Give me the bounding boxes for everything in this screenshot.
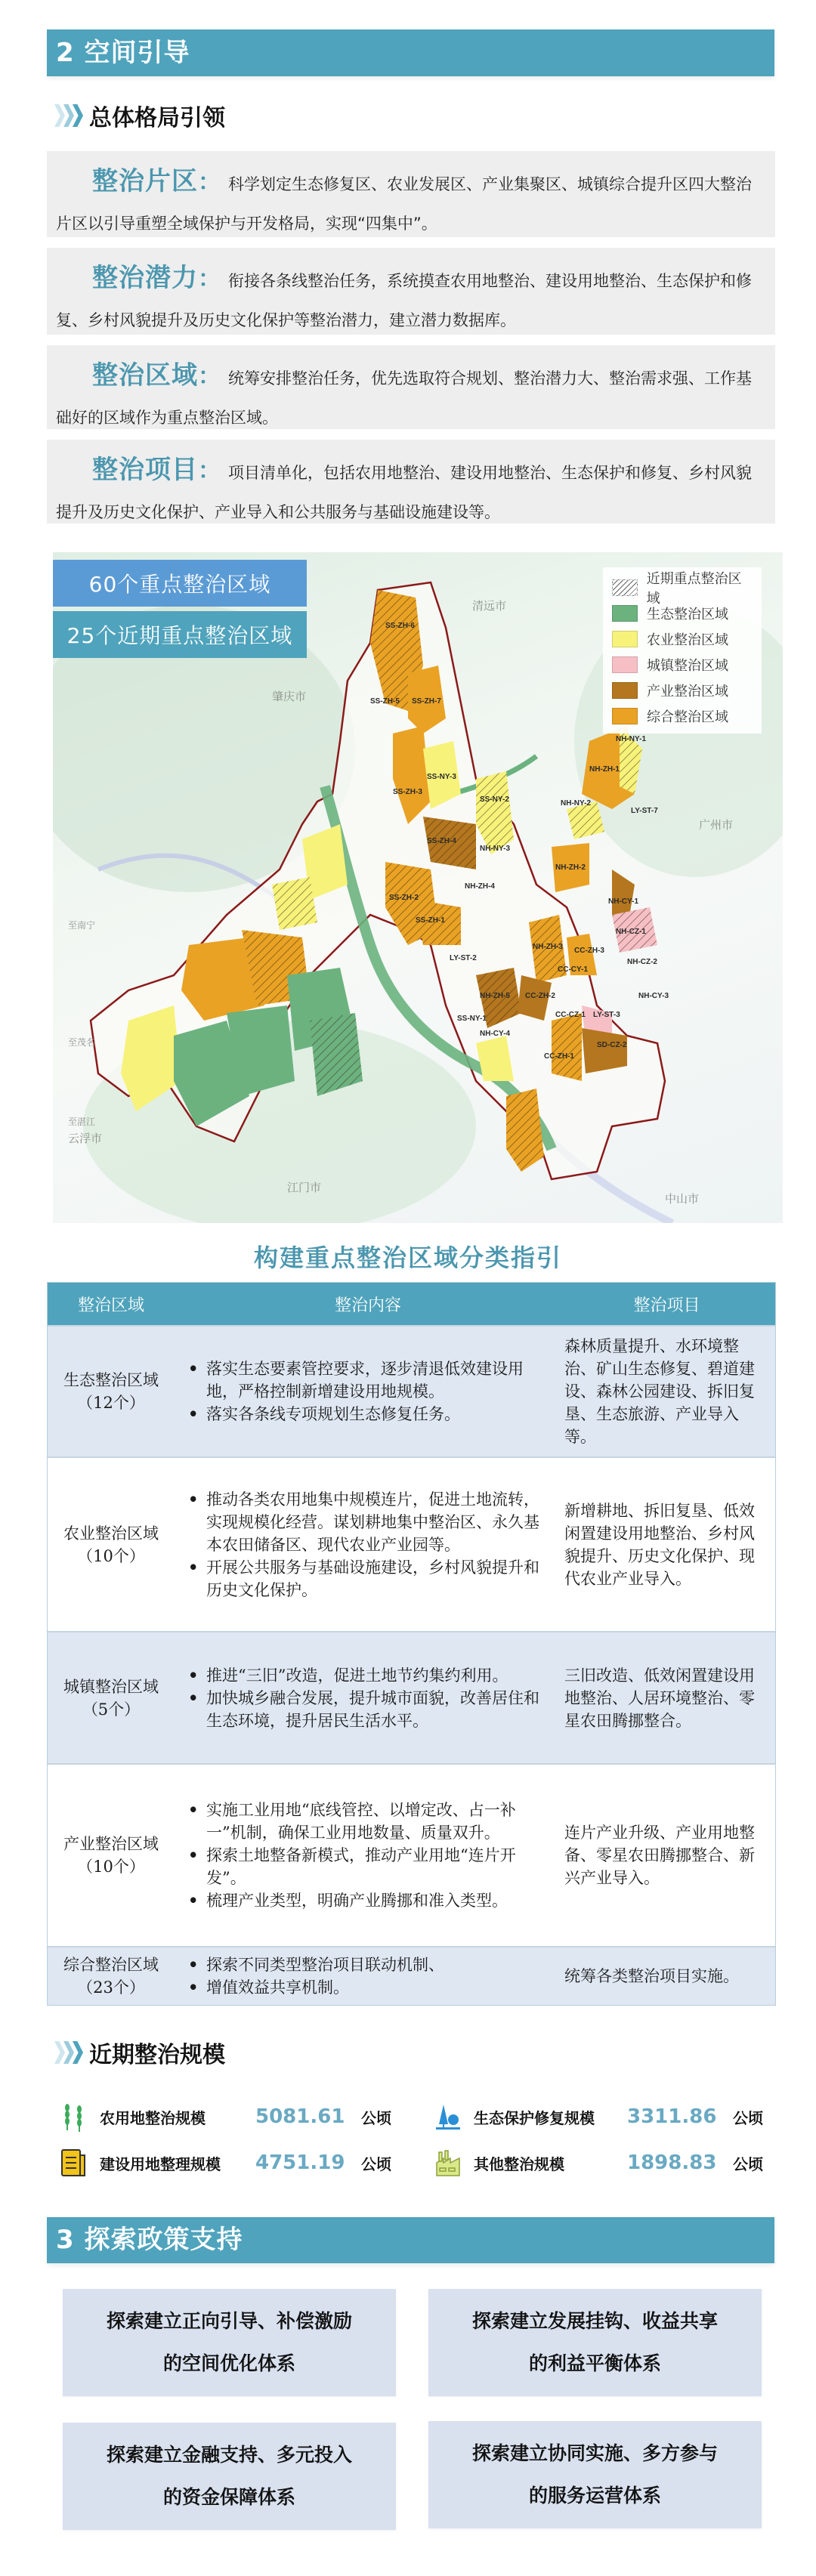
section-banner-spatial-guidance: 2 空间引导 <box>47 29 774 76</box>
city-label: 江门市 <box>287 1181 322 1194</box>
urban-swatch-icon <box>612 656 638 673</box>
card-text: 科学划定生态修复区、农业发展区、产业集聚区、城镇综合提升区四大整治片区以引导重塑全域保护与开发格局，实现“四集中”。 <box>56 175 752 233</box>
policy-line: 的资金保障体系 <box>162 2486 295 2508</box>
city-label: 清远市 <box>472 599 507 613</box>
svg-text:NH-NY-3: NH-NY-3 <box>480 845 511 853</box>
card-key: 整治片区 <box>92 166 198 196</box>
card-colon: ： <box>198 266 221 292</box>
zone-cell <box>48 1458 175 1631</box>
svg-text:NH-CZ-2: NH-CZ-2 <box>627 958 657 966</box>
content-bullet: • 推进“三旧”改造，促进土地节约集约利用。 <box>184 1664 552 1687</box>
svg-text:SS-ZH-2: SS-ZH-2 <box>389 894 419 902</box>
svg-text:NH-ZH-3: NH-ZH-3 <box>533 943 563 951</box>
legend-label: 近期重点整治区域 <box>646 571 742 607</box>
bullet-text: 探索土地整备新模式，推动产业用地“连片开发”。 <box>206 1846 516 1887</box>
svg-text:LY-ST-2: LY-ST-2 <box>450 954 477 962</box>
chevron-right-icon <box>54 2041 82 2064</box>
legend-item <box>612 626 754 652</box>
zone-name: 生态整治区域 <box>63 1371 159 1389</box>
content-bullet: • 探索土地整备新模式，推动产业用地“连片开发”。 <box>184 1844 552 1889</box>
policy-card-service-operation <box>428 2421 762 2528</box>
legend-label: 城镇整治区域 <box>647 658 728 674</box>
svg-text:NH-CY-1: NH-CY-1 <box>608 897 639 906</box>
badge-recent-zones: 25个近期重点整治区域 <box>53 611 307 658</box>
legend-label: 生态整治区域 <box>647 607 728 622</box>
content-cell <box>175 1458 560 1631</box>
card-colon: ： <box>198 458 221 484</box>
policy-line: 的空间优化体系 <box>162 2352 295 2374</box>
stat-label: 农用地整治规模 <box>100 2108 206 2127</box>
projects-cell: 连片产业升级、产业用地整备、零星农田腾挪整合、新兴产业导入。 <box>564 1824 755 1887</box>
zone-count: （12个） <box>77 1394 145 1412</box>
policy-line: 探索建立正向引导、补偿激励 <box>106 2310 352 2332</box>
document-icon <box>60 2148 88 2178</box>
content-bullet: • 增值效益共享机制。 <box>184 1976 552 1999</box>
city-label: 云浮市 <box>68 1132 103 1145</box>
bullet-text: 落实各条线专项规划生态修复任务。 <box>206 1405 460 1423</box>
guide-table <box>47 1282 776 2006</box>
card-text: 统筹安排整治任务，优先选取符合规划、整治潜力大、整治需求强、工作基础好的区域作为重点整治区域。 <box>56 369 752 427</box>
table-row-comprehensive <box>48 1946 775 2005</box>
subheading-overall-pattern <box>54 97 225 134</box>
bullet-text: 增值效益共享机制。 <box>206 1978 349 1997</box>
info-card-projects <box>47 440 775 524</box>
svg-text:SS-ZH-3: SS-ZH-3 <box>393 788 422 796</box>
legend-item <box>612 652 754 678</box>
bullet-text: 落实生态要素管控要求，逐步清退低效建设用地，严格控制新增建设用地规模。 <box>206 1360 524 1401</box>
stat-label: 建设用地整理规模 <box>100 2154 221 2173</box>
svg-text:SS-NY-2: SS-NY-2 <box>480 795 509 804</box>
legend-label: 农业整治区域 <box>647 632 728 648</box>
content-cell <box>175 1947 560 2005</box>
svg-text:CC-ZH-3: CC-ZH-3 <box>574 947 604 955</box>
stat-value: 1898.83 <box>627 2151 717 2174</box>
projects-cell: 三旧改造、低效闲置建设用地整治、人居环境整治、零星农田腾挪整合。 <box>564 1666 755 1730</box>
card-key: 整治潜力 <box>92 263 198 293</box>
subheading-title: 近期整治规模 <box>89 2042 225 2068</box>
legend-item <box>612 678 754 703</box>
policy-line: 的服务运营体系 <box>528 2485 661 2507</box>
svg-text:CC-CY-1: CC-CY-1 <box>558 965 589 974</box>
legend-item <box>612 571 754 607</box>
header-content: 整治内容 <box>334 1296 401 1315</box>
svg-text:SS-NY-3: SS-NY-3 <box>427 773 456 781</box>
hatch-swatch-icon <box>612 579 638 596</box>
table-row-ecology <box>48 1325 775 1456</box>
zone-map <box>53 552 783 1223</box>
projects-cell: 新增耕地、拆旧复垦、低效闲置建设用地整治、乡村风貌提升、历史文化保护、现代农业产业导入。 <box>564 1501 755 1588</box>
city-label: 广州市 <box>699 818 734 832</box>
card-key: 整治项目 <box>92 455 198 485</box>
zone-count: （10个） <box>77 1858 145 1876</box>
section-banner-policy-support: 3 探索政策支持 <box>47 2217 774 2263</box>
stat-label: 生态保护修复规模 <box>474 2108 595 2127</box>
zone-cell <box>48 1765 175 1946</box>
table-row-agriculture <box>48 1456 775 1631</box>
svg-text:SS-ZH-7: SS-ZH-7 <box>412 697 441 706</box>
table-row-urban <box>48 1631 775 1763</box>
content-cell <box>175 1765 560 1946</box>
zone-name: 综合整治区域 <box>63 1956 159 1974</box>
zone-count: （23个） <box>77 1978 145 1997</box>
zone-name: 农业整治区域 <box>63 1524 159 1543</box>
content-bullet: • 推动各类农用地集中规模连片，促进土地流转，实现规模化经营。谋划耕地集中整治区、永久基本农田储备区、现代农业产业园等。 <box>184 1488 552 1556</box>
city-label: 肇庆市 <box>272 690 307 703</box>
info-card-potential <box>47 248 775 335</box>
bullet-text: 开展公共服务与基础设施建设，乡村风貌提升和历史文化保护。 <box>206 1558 539 1599</box>
zone-count: （10个） <box>77 1546 145 1565</box>
content-bullet: • 开展公共服务与基础设施建设，乡村风貌提升和历史文化保护。 <box>184 1556 552 1602</box>
city-label: 至湛江 <box>68 1117 96 1127</box>
stat-unit: 公顷 <box>733 2108 763 2127</box>
stat-value: 5081.61 <box>255 2105 345 2128</box>
card-colon: ： <box>198 363 221 390</box>
svg-text:SS-ZH-4: SS-ZH-4 <box>427 837 456 845</box>
stat-other <box>434 2148 782 2178</box>
zone-name: 城镇整治区域 <box>63 1677 159 1696</box>
svg-text:LY-ST-7: LY-ST-7 <box>631 807 658 815</box>
zone-count: （5个） <box>82 1700 141 1719</box>
svg-text:SS-ZH-5: SS-ZH-5 <box>370 697 400 706</box>
legend-item <box>612 703 754 729</box>
content-cell <box>175 1632 560 1763</box>
svg-text:SS-NY-1: SS-NY-1 <box>457 1015 487 1023</box>
content-bullet: • 实施工业用地“底线管控、以增定改、占一补一”机制，确保工业用地数量、质量双升。 <box>184 1799 552 1844</box>
info-card-zones <box>47 151 775 237</box>
svg-text:SS-ZH-1: SS-ZH-1 <box>416 916 445 925</box>
industry-swatch-icon <box>612 682 638 699</box>
bullet-text: 推动各类农用地集中规模连片，促进土地流转，实现规模化经营。谋划耕地集中整治区、永久基本农田储备区、现代农业产业园等。 <box>206 1490 539 1554</box>
bullet-text: 实施工业用地“底线管控、以增定改、占一补一”机制，确保工业用地数量、质量双升。 <box>206 1801 516 1842</box>
bullet-text: 梳理产业类型，明确产业腾挪和准入类型。 <box>206 1892 508 1910</box>
factory-icon <box>434 2148 462 2178</box>
stat-value: 4751.19 <box>255 2151 345 2174</box>
stat-unit: 公顷 <box>361 2108 391 2127</box>
table-title: 构建重点整治区域分类指引 <box>253 1243 562 1272</box>
svg-text:NH-NY-2: NH-NY-2 <box>561 799 592 808</box>
table-header <box>48 1283 775 1325</box>
stat-unit: 公顷 <box>361 2154 391 2173</box>
legend-label: 产业整治区域 <box>647 684 728 700</box>
card-colon: ： <box>198 169 221 196</box>
content-bullet: • 落实生态要素管控要求，逐步清退低效建设用地，严格控制新增建设用地规模。 <box>184 1357 552 1403</box>
agriculture-swatch-icon <box>612 631 638 647</box>
svg-text:CC-ZH-2: CC-ZH-2 <box>525 992 555 1000</box>
projects-cell: 森林质量提升、水环境整治、矿山生态修复、碧道建设、森林公园建设、拆旧复垦、生态旅游、产业导入等。 <box>564 1337 755 1446</box>
city-label: 至茂名 <box>68 1037 96 1048</box>
svg-text:NH-CY-4: NH-CY-4 <box>480 1030 511 1038</box>
policy-card-funding <box>63 2423 396 2530</box>
stat-construction <box>60 2148 408 2178</box>
svg-text:NH-CY-3: NH-CY-3 <box>638 992 669 1000</box>
policy-line: 探索建立金融支持、多元投入 <box>106 2444 352 2466</box>
stat-ecology <box>434 2102 782 2132</box>
tree-water-icon <box>434 2102 462 2132</box>
zone-cell <box>48 1947 175 2005</box>
svg-text:NH-ZH-5: NH-ZH-5 <box>480 992 510 1000</box>
chevron-right-icon <box>54 104 82 127</box>
ecology-swatch-icon <box>612 605 638 622</box>
policy-line: 探索建立发展挂钩、收益共享 <box>471 2310 718 2332</box>
zone-name: 产业整治区域 <box>63 1835 159 1853</box>
policy-card-interest-balance <box>428 2289 762 2396</box>
policy-line: 探索建立协同实施、多方参与 <box>471 2442 718 2464</box>
content-bullet: • 加快城乡融合发展，提升城市面貌，改善居住和生态环境，提升居民生活水平。 <box>184 1687 552 1732</box>
svg-text:NH-CZ-1: NH-CZ-1 <box>616 928 646 936</box>
header-projects: 整治项目 <box>633 1296 700 1315</box>
bullet-text: 加快城乡融合发展，提升城市面貌，改善居住和生态环境，提升居民生活水平。 <box>206 1688 539 1730</box>
city-label: 至南宁 <box>68 920 96 931</box>
header-zone: 整治区域 <box>77 1296 144 1315</box>
svg-text:NH-ZH-4: NH-ZH-4 <box>465 882 495 891</box>
stat-label: 其他整治规模 <box>474 2154 564 2173</box>
subheading-recent-scale <box>54 2034 225 2071</box>
stat-value: 3311.86 <box>627 2105 717 2128</box>
svg-text:CC-ZH-1: CC-ZH-1 <box>544 1052 574 1061</box>
content-cell <box>175 1327 560 1456</box>
zone-cell <box>48 1327 175 1456</box>
badge-total-zones: 60个重点整治区域 <box>53 560 307 607</box>
card-text: 项目清单化，包括农用地整治、建设用地整治、生态保护和修复、乡村风貌提升及历史文化保护、产业导入和公共服务与基础设施建设等。 <box>56 464 752 521</box>
bullet-text: 探索不同类型整治项目联动机制、 <box>206 1956 444 1974</box>
svg-text:SS-ZH-6: SS-ZH-6 <box>385 622 415 630</box>
subheading-title: 总体格局引领 <box>89 105 225 131</box>
zone-cell <box>48 1632 175 1763</box>
stat-farmland <box>60 2102 408 2132</box>
legend-label: 综合整治区域 <box>647 709 728 725</box>
svg-text:NH-ZH-1: NH-ZH-1 <box>589 765 620 774</box>
map-legend <box>603 567 762 734</box>
wheat-icon <box>60 2102 88 2132</box>
projects-cell: 统筹各类整治项目实施。 <box>564 1967 739 1985</box>
svg-text:NH-NY-1: NH-NY-1 <box>616 735 647 743</box>
city-label: 中山市 <box>665 1192 700 1206</box>
svg-text:NH-ZH-2: NH-ZH-2 <box>555 863 586 872</box>
info-card-areas <box>47 345 775 429</box>
content-bullet: • 梳理产业类型，明确产业腾挪和准入类型。 <box>184 1889 552 1912</box>
comprehensive-swatch-icon <box>612 708 638 724</box>
card-text: 衔接各条线整治任务，系统摸查农用地整治、建设用地整治、生态保护和修复、乡村风貌提升及历史文化保护等整治潜力，建立潜力数据库。 <box>56 272 752 329</box>
policy-card-spatial-optimization <box>63 2289 396 2396</box>
bullet-text: 推进“三旧”改造，促进土地节约集约利用。 <box>206 1666 508 1685</box>
svg-text:LY-ST-3: LY-ST-3 <box>593 1011 620 1019</box>
policy-line: 的利益平衡体系 <box>528 2352 661 2374</box>
svg-text:CC-CZ-1: CC-CZ-1 <box>555 1011 586 1019</box>
content-bullet: • 探索不同类型整治项目联动机制、 <box>184 1954 552 1976</box>
stat-unit: 公顷 <box>733 2154 763 2173</box>
table-row-industry <box>48 1763 775 1946</box>
svg-text:SD-CZ-2: SD-CZ-2 <box>597 1041 627 1049</box>
content-bullet: • 落实各条线专项规划生态修复任务。 <box>184 1403 552 1425</box>
card-key: 整治区域 <box>92 360 198 391</box>
